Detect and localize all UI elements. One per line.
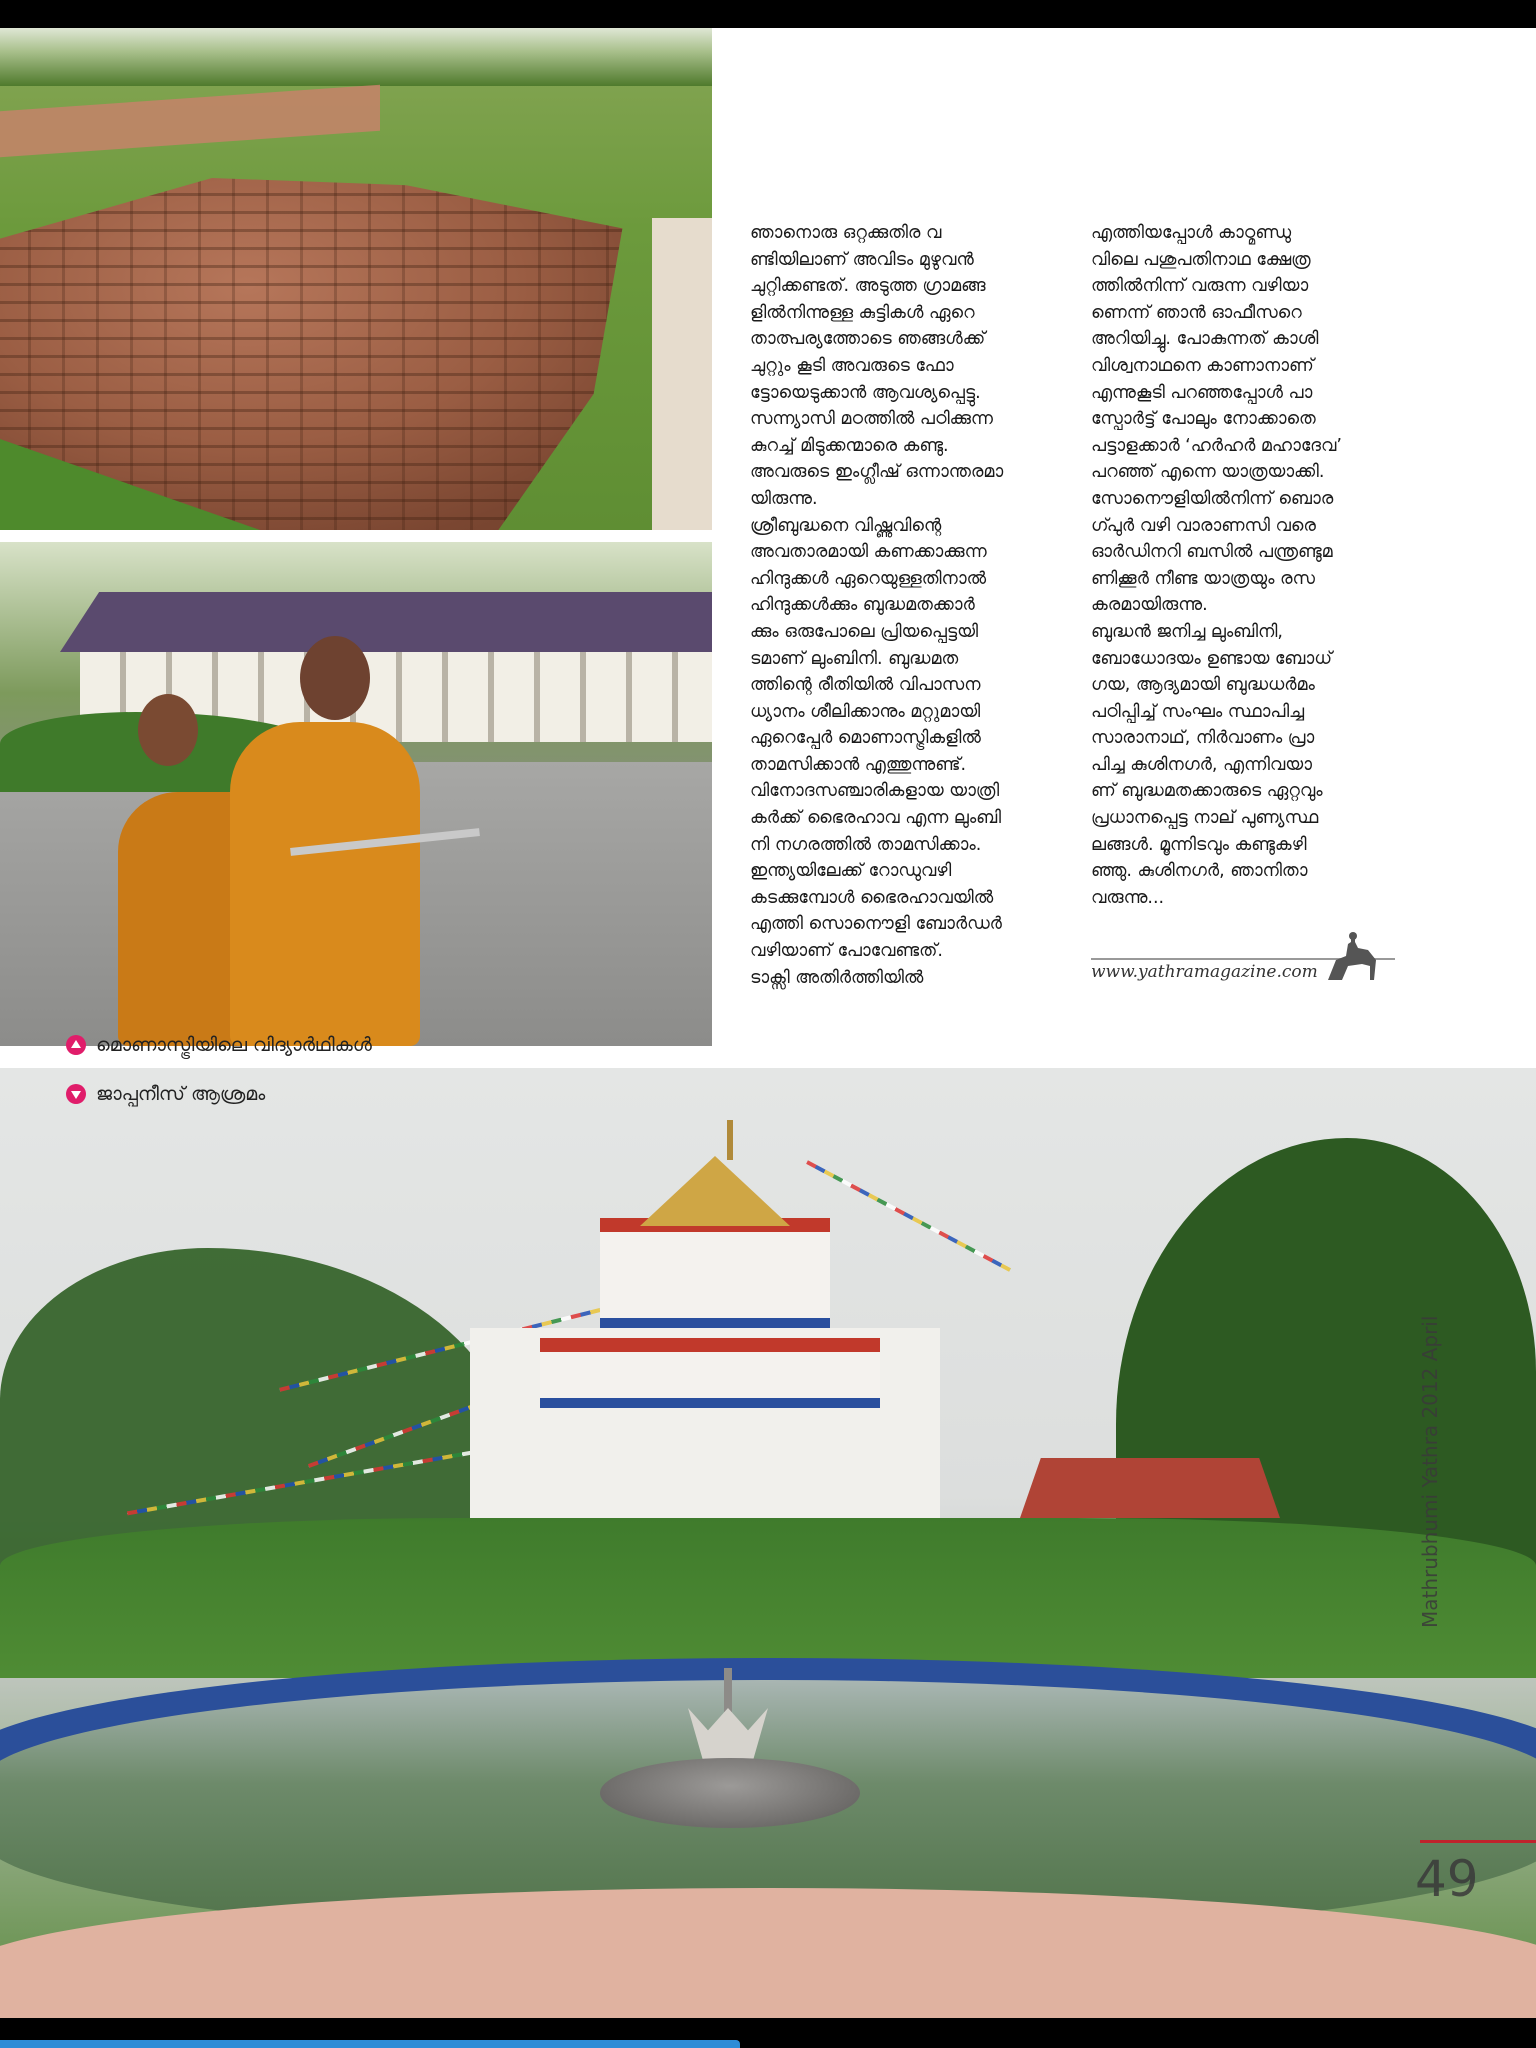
brick-stupa-photo [0,28,712,530]
monks-on-bicycle-photo [0,542,712,1046]
caption-text: ജാപ്പനീസ് ആശ്രമം [96,1083,266,1105]
magazine-folio: Mathrubhumi Yathra 2012 April [1418,1315,1442,1628]
caption-japanese-ashram [66,1083,265,1105]
top-black-bar [0,0,1536,28]
horse-rider-icon [1318,930,1388,986]
reading-progress-bar [0,2040,740,2048]
japanese-monastery-photo [0,1068,1536,2018]
magazine-page [0,28,1536,2018]
website-url: www.yathramagazine.com [1091,962,1318,982]
folio-rule [1420,1840,1536,1843]
caption-text: മൊണാസ്ട്രിയിലെ വിദ്യാർഥികൾ [96,1034,372,1056]
article-column-1: ഞാനൊരു ഒറ്റക്കുതിര വ ണ്ടിയിലാണ് അവിടം മുഴുവൻ ചുറ്റിക്കണ്ടത്. അടുത്ത ഗ്രാമങ്ങ ളിൽനിന്നുള്ള കുട്ടികൾ ഏറെ താത്പര്യത്തോടെ ഞങ്ങൾക്ക് ചുറ്റും കൂടി അവരുടെ ഫോ ട്ടോയെടുക്കാൻ ആവശ്യപ്പെട്ടു. സന്ന്യാസി മഠത്തിൽ പഠിക്കുന്ന കുറച്ച് മിടുക്കന്മാരെ കണ്ടു. അവരുടെ ഇംഗ്ലീഷ് ഒന്നാന്തരമാ യിരുന്നു. ശ്രീബുദ്ധനെ വിഷ്ണുവിന്റെ അവതാരമായി കണക്കാക്കുന്ന ഹിന്ദുക്കൾ ഏറെയുള്ളതിനാൽ ഹിന്ദുക്കൾക്കും ബുദ്ധമതക്കാർ ക്കും ഒരുപോലെ പ്രിയപ്പെട്ടയി ടമാണ് ലുംബിനി. ബുദ്ധമത ത്തിന്റെ രീതിയിൽ വിപാസന ധ്യാനം ശീലിക്കാനും മറ്റുമായി ഏറെപ്പേർ മൊണാസ്ട്രികളിൽ താമസിക്കാൻ എത്തുന്നുണ്ട്. വിനോദസഞ്ചാരികളായ യാത്രി കർക്ക് ഭൈരഹാവ എന്ന ലുംബി നി നഗരത്തിൽ താമസിക്കാം. ഇന്ത്യയിലേക്ക് റോഡുവഴി കടക്കുമ്പോൾ ഭൈരഹാവയിൽ എത്തി സൊനൌളി ബോർഡർ വഴിയാണ് പോവേണ്ടത്. ടാക്സി അതിർത്തിയിൽ [750,223,1004,988]
triangle-down-icon [66,1084,86,1104]
article-column-2: എത്തിയപ്പോൾ കാഠ്മണ്ഡു വിലെ പശുപതിനാഥ ക്ഷേത്ര ത്തിൽനിന്ന് വരുന്ന വഴിയാ ണെന്ന് ഞാൻ ഓഫീസറെ അറിയിച്ചു. പോകുന്നത് കാശി വിശ്വനാഥനെ കാണാനാണ് എന്നുകൂടി പറഞ്ഞപ്പോൾ പാ സ്പോർട്ട് പോലും നോക്കാതെ പട്ടാളക്കാർ ‘ഹർഹർ മഹാദേവ’ പറഞ്ഞ് എന്നെ യാത്രയാക്കി. സോനൌളിയിൽനിന്ന് ബൊര ഗ്പുർ വഴി വാരാണസി വരെ ഓർഡിനറി ബസിൽ പന്ത്രണ്ടുമ ണിക്കൂർ നീണ്ട യാത്രയും രസ കരമായിരുന്നു. ബുദ്ധൻ ജനിച്ച ലുംബിനി, ബോധോദയം ഉണ്ടായ ബോധ് ഗയ, ആദ്യമായി ബുദ്ധധർമം പഠിപ്പിച്ച് സംഘം സ്ഥാപിച്ച സാരാനാഥ്, നിർവാണം പ്രാ പിച്ച കുശിനഗർ, എന്നിവയാ ണ് ബുദ്ധമതക്കാരുടെ ഏറ്റവും പ്രധാനപ്പെട്ട നാല് പുണ്യസ്ഥ ലങ്ങൾ. മൂന്നിടവും കണ്ടുകഴി ഞ്ഞു. കുശിനഗർ, ഞാനിതാ വരുന്നു... [1091,223,1342,908]
caption-monastery-students [66,1034,372,1056]
page-number: 49 [1415,1850,1479,1908]
triangle-up-icon [66,1035,86,1055]
